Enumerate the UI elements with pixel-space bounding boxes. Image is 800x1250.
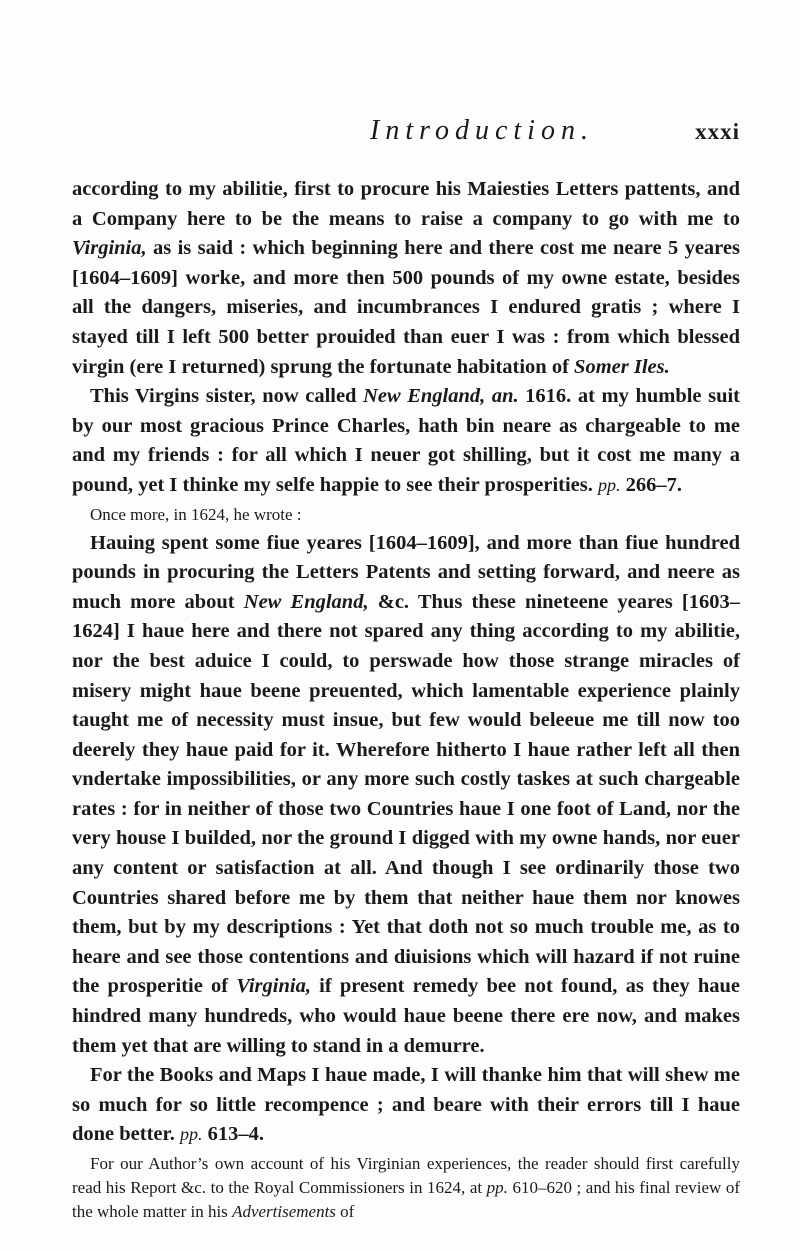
italic-place-name: New England, [243, 590, 369, 613]
text-run: This Virgins sister, now called [90, 385, 364, 408]
text-run: &c. Thus these nineteene yeares [1603–1624] I haue here and there not spared any thing according to my abilitie, nor the best aduice I could, to perswade how those strange miracles of misery might haue beene preuented, which lamentable experience plainly taught me of necessity must insue, but few would beleeue me till now too deerely they haue paid for it. Wherefore hitherto I haue rather left all then vndertake impossibilities, or any more such costly taskes at such chargeable rates : for in neither of those two Countries haue I one foot of Land, nor the very house I builded, nor the ground I digged with my owne hands, nor euer any content or satisfaction at all. And though I see ordinarily those two Countries shared before me by them that neither haue them nor knowes them, but by my descriptions : Yet that doth not so much trouble me, as to heare and see those contentions and diuisions which will hazard if not ruine the prosperitie of [72, 590, 740, 998]
page-reference: pp. [597, 474, 621, 495]
editorial-note-1: Once more, in 1624, he wrote : [90, 504, 302, 524]
body-text [72, 175, 740, 1226]
text-run: if present remedy bee not found, as they haue hindred many hundreds, who would haue beene there ere now, and makes them yet that are willing to stand in a demurre. [72, 975, 740, 1057]
text-run: according to my abilitie, first to procure his Maiesties Letters pattents, and a Company here to be the means to raise a company to go with me to [72, 178, 740, 230]
page-reference: pp. [180, 1124, 203, 1145]
italic-place-name: Virginia, [236, 975, 311, 998]
text-run: 266–7. [620, 473, 682, 496]
text-run: For the Books and Maps I haue made, I will thanke him that will shew me so much for so little recompence ; and beare with their errors till I haue done better. [72, 1064, 740, 1146]
text-run: as is said : which beginning here and there cost me neare 5 yeares [1604–1609] worke, and more then 500 pounds of my owne estate, besides all the dangers, miseries, and incumbrances I endured gratis ; where I stayed till I left 500 better prouided than euer I was : from which blessed virgin (ere I returned) sprung the fortunate habitation of [72, 237, 740, 378]
text-run: of [335, 1202, 355, 1221]
running-head [370, 115, 740, 155]
quote-paragraph-3 [72, 529, 740, 1062]
running-title: Introduction. [370, 115, 594, 146]
quote-paragraph-2 [72, 382, 740, 500]
italic-book-title: Advertisements [232, 1202, 336, 1221]
text-run: 613–4. [202, 1123, 264, 1146]
quote-paragraph-4 [72, 1061, 740, 1150]
italic-place-name: Virginia, [72, 237, 147, 260]
text-run: Hauing spent some fiue yeares [1604–1609], and more than fiue hundred pounds in procuring the Letters Patents and setting forward, and neere as much more about [72, 531, 740, 613]
quote-paragraph-1 [72, 175, 740, 382]
editorial-note-2 [72, 1152, 740, 1224]
text-run: For our Author’s own account of his Virginian experiences, the reader should first carefully read his Report &c. to the Royal Commissioners in 1624, at [72, 1154, 740, 1197]
text-run: 610–620 ; and his final review of the whole matter in his [72, 1178, 740, 1221]
italic-place-name: New England, an. [363, 385, 519, 408]
page-number: xxxi [695, 119, 740, 144]
text-run: 1616. at my humble suit by our most gracious Prince Charles, hath bin neare as chargeable to me and my friends : for all which I neuer got shilling, but it cost me many a pound, yet I thinke my selfe happie to see their prosperities. [72, 385, 740, 496]
page-reference: pp. [486, 1178, 508, 1197]
italic-place-name: Somer Iles. [574, 355, 670, 378]
